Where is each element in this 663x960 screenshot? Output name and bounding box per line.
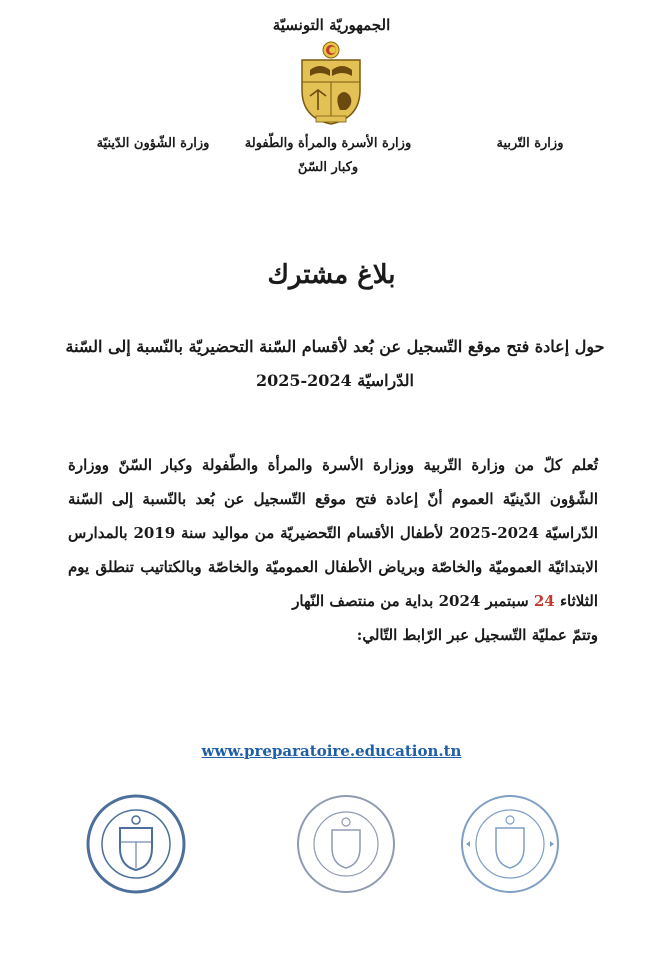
body-last-line: وتتمّ عمليّة التّسجيل عبر الرّابط التّالي: [356,626,598,644]
ministry-family-line-1: وزارة الأسرة والمرأة والطّفولة [244,136,412,151]
tunisia-coat-of-arms-icon [296,40,366,126]
communique-body [68,448,598,652]
ministry-education: وزارة التّربية [496,136,564,151]
ministry-religious-affairs: وزارة الشّؤون الدّينيّة [96,136,210,151]
ministry-stamp-icon [294,792,398,896]
registration-link[interactable]: www.preparatoire.education.tn [201,742,462,760]
communique-subject: حول إعادة فتح موقع التّسجيل عن بُعد لأقسام السّنة التحضيريّة بالنّسبة إلى السّنة الدّراسيّة 2024-2025 [65,337,605,390]
republic-header: الجمهوريّة التونسيّة [272,16,391,34]
ministry-stamp-icon [458,792,562,896]
communique-title: بلاغ مشترك [267,260,396,290]
ministry-stamp-icon [84,792,188,896]
highlighted-date: 24 [533,592,555,610]
ministry-family-line-2: وكبار السّنّ [297,160,359,175]
ministry-family [228,132,428,180]
body-text-part-1: تُعلم كلّ من وزارة التّربية ووزارة الأسرة والمرأة والطّفولة وكبار السّنّ ووزارة الشّؤون الدّينيّة العموم أنّ إعادة فتح موقع التّسجيل عن بُعد بالنّسبة إلى السّنة الدّراسيّة 2024-2025 لأطفال الأقسام التّحضيريّة من مواليد سنة 2019 بالمدارس الابتدائيّة العموميّة والخاصّة وبرياض الأطفال العموميّة والخاصّة وبالكتاتيب تنطلق يوم الثلاثاء [68,456,598,610]
body-text-part-2: سبتمبر 2024 بداية من منتصف النّهار [292,592,534,610]
